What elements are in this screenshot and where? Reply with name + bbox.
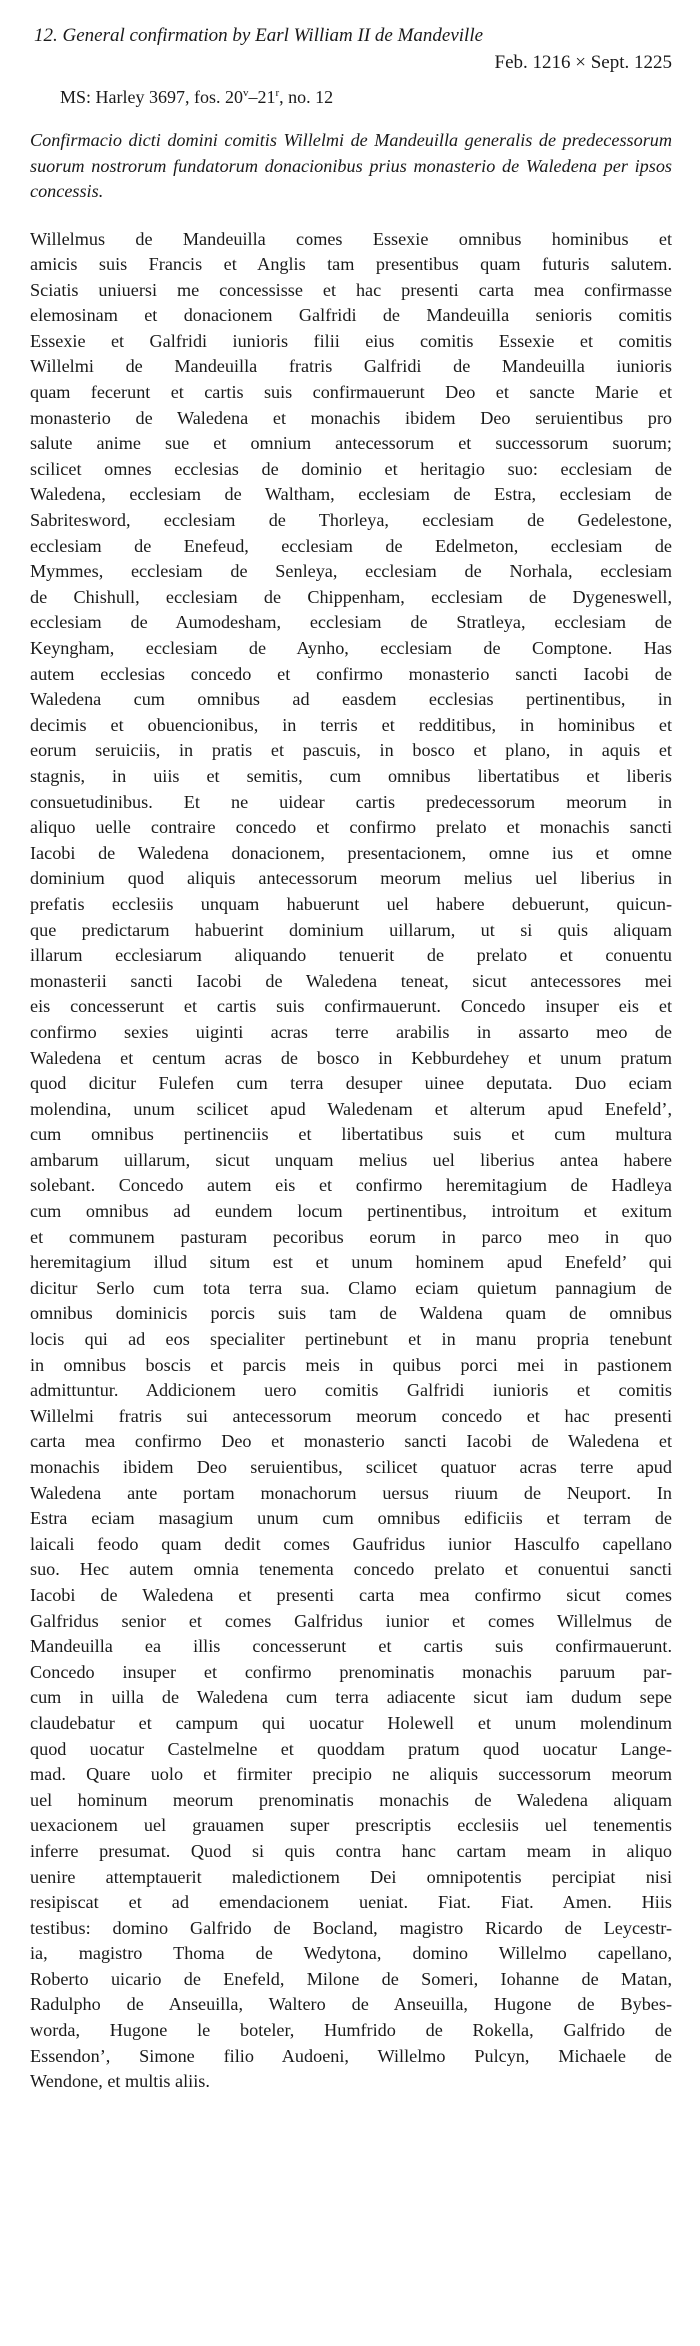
charter-title: General confirmation by Earl William II de Mandeville: [62, 25, 484, 46]
charter-text-line: claudebatur et campum qui uocatur Holewell et unum molendinum: [30, 1712, 672, 1733]
charter-text-line: uenire attemptauerit maledictionem Dei omnipotentis percipiat nisi: [30, 1866, 672, 1887]
charter-date: Feb. 1216 × Sept. 1225: [494, 52, 672, 73]
charter-text-line: Wendone, et multis aliis.: [30, 2071, 210, 2092]
charter-text-line: Roberto uicario de Enefeld, Milone de Someri, Iohanne de Matan,: [30, 1968, 672, 1989]
charter-text-line: cum omnibus pertinenciis et libertatibus suis et cum multura: [30, 1124, 672, 1145]
charter-text-line: Essexie et Galfridi iunioris filii eius comitis Essexie et comitis: [30, 330, 672, 351]
charter-text-line: Willelmi de Mandeuilla fratris Galfridi de Mandeuilla iunioris: [30, 356, 672, 377]
charter-text-line: Galfridus senior et comes Galfridus iunior et comes Willelmus de: [30, 1610, 672, 1631]
charter-text-line: Radulpho de Anseuilla, Waltero de Anseuilla, Hugone de Bybes-: [30, 1994, 672, 2015]
charter-text-line: Waledena, ecclesiam de Waltham, ecclesiam de Estra, ecclesiam de: [30, 484, 672, 505]
charter-text-line: in omnibus boscis et parcis meis in quibus porci mei in pastionem: [30, 1354, 672, 1375]
charter-text-line: monachis ibidem Deo seruientibus, scilicet quatuor acras terre apud: [30, 1457, 672, 1477]
ms-verso: v: [243, 87, 249, 99]
charter-text-line: Mandeuilla ea illis concesserunt et cartis suis confirmauerunt.: [30, 1636, 672, 1657]
charter-text-line: que predictarum habuerint dominium uillarum, ut si quis aliquam: [30, 919, 672, 940]
charter-body: [30, 227, 672, 2095]
charter-text-line: laicali feodo quam dedit comes Gaufridus iunior Hasculfo capellano: [30, 1533, 672, 1554]
charter-text-line: admittuntur. Addicionem uero comitis Galfridi iunioris et comitis: [30, 1380, 672, 1401]
charter-text-line: aliquo uelle contraire concedo et confirmo prelato et monachis sancti: [30, 817, 672, 838]
charter-text-line: eis concesserunt et cartis suis confirmauerunt. Concedo insuper eis et: [30, 996, 672, 1017]
charter-text-line: uexacionem uel grauamen super prescriptis ecclesiis uel tenementis: [30, 1815, 672, 1836]
charter-text-line: uel hominum meorum prenominatis monachis de Waledena aliquam: [30, 1789, 672, 1810]
charter-page: [30, 22, 672, 2095]
charter-text-line: Essendon’, Simone filio Audoeni, Willelmo Pulcyn, Michaele de: [30, 2045, 672, 2066]
ms-prefix: MS: Harley 3697, fos. 20: [60, 87, 243, 107]
manuscript-reference: [60, 84, 672, 110]
ms-mid: –21: [248, 87, 276, 107]
charter-text-line: consuetudinibus. Et ne uidear cartis predecessorum meorum in: [30, 791, 672, 812]
charter-text-line: locis qui ad eos specialiter pertinebunt et in manu propria tenebunt: [30, 1329, 672, 1350]
charter-text-line: elemosinam et donacionem Galfridi de Mandeuilla senioris comitis: [30, 305, 672, 326]
charter-text-line: illarum ecclesiarum aliquando tenuerit de prelato et conuentu: [30, 945, 672, 966]
charter-text-line: Mymmes, ecclesiam de Senleya, ecclesiam de Norhala, ecclesiam: [30, 561, 672, 582]
charter-text-line: amicis suis Francis et Anglis tam presentibus quam futuris salutem.: [30, 254, 672, 275]
charter-text-line: Waledena ante portam monachorum uersus riuum de Neuport. In: [30, 1482, 672, 1503]
charter-text-line: testibus: domino Galfrido de Bocland, magistro Ricardo de Leycestr-: [30, 1917, 672, 1938]
charter-text-line: Keyngham, ecclesiam de Aynho, ecclesiam de Comptone. Has: [30, 638, 672, 658]
charter-text-line: Sciatis uniuersi me concessisse et hac presenti carta mea confirmasse: [30, 279, 672, 300]
charter-text-line: suo. Hec autem omnia tenementa concedo prelato et conuentui sancti: [30, 1559, 672, 1580]
charter-text-line: monasterii sancti Iacobi de Waledena teneat, sicut antecessores mei: [30, 970, 672, 991]
charter-text-line: et communem pasturam pecoribus eorum in parco meo in quo: [30, 1226, 672, 1247]
charter-text-line: Sabritesword, ecclesiam de Thorleya, ecclesiam de Gedelestone,: [30, 510, 672, 531]
charter-text-line: quam fecerunt et cartis suis confirmauerunt Deo et sancte Marie et: [30, 382, 672, 403]
charter-text-line: carta mea confirmo Deo et monasterio sancti Iacobi de Waledena et: [30, 1431, 672, 1452]
charter-text-line: Iacobi de Waledena donacionem, presentacionem, omne ius et omne: [30, 842, 672, 863]
charter-heading: [30, 22, 672, 49]
charter-text-line: Estra eciam masagium unum cum omnibus edificiis et terram de: [30, 1508, 672, 1529]
charter-text-line: ia, magistro Thoma de Wedytona, domino Willelmo capellano,: [30, 1943, 672, 1964]
charter-text-line: dicitur Serlo cum tota terra sua. Clamo eciam quietum pannagium de: [30, 1277, 672, 1298]
charter-number: 12.: [34, 25, 58, 46]
charter-text-line: cum omnibus ad eundem locum pertinentibus, introitum et exitum: [30, 1201, 672, 1222]
charter-text-line: eorum seruiciis, in pratis et pascuis, in bosco et plano, in aquis et: [30, 740, 672, 761]
charter-text-line: quod dicitur Fulefen cum terra desuper uinee deputata. Duo eciam: [30, 1073, 672, 1094]
charter-rubric: Confirmacio dicti domini comitis Willelmi de Mandeuilla generalis de predecessorum suorum nostrorum fundatorum donacionibus prius monasterio de Waledena per ipsos concessis.: [30, 130, 672, 201]
charter-text-line: autem ecclesias concedo et confirmo monasterio sancti Iacobi de: [30, 663, 672, 684]
charter-text-line: confirmo sexies uiginti acras terre arabilis in assarto meo de: [30, 1021, 672, 1042]
charter-text-line: mad. Quare uolo et firmiter precipio ne aliquis successorum meorum: [30, 1764, 672, 1785]
charter-text-line: Willelmus de Mandeuilla comes Essexie omnibus hominibus et: [30, 228, 672, 249]
charter-text-line: scilicet omnes ecclesias de dominio et heritagio suo: ecclesiam de: [30, 458, 672, 479]
charter-text-line: prefatis ecclesiis unquam habuerunt uel habere debuerunt, quicun-: [30, 893, 672, 914]
charter-text-line: Iacobi de Waledena et presenti carta mea confirmo sicut comes: [30, 1584, 672, 1605]
ms-recto: r: [275, 87, 280, 99]
charter-text-line: de Chishull, ecclesiam de Chippenham, ecclesiam de Dygeneswell,: [30, 586, 672, 607]
charter-text-line: Concedo insuper et confirmo prenominatis monachis paruum par-: [30, 1661, 672, 1682]
charter-text-line: cum in uilla de Waledena cum terra adiacente sicut iam dudum sepe: [30, 1687, 672, 1708]
charter-text-line: monasterio de Waledena et monachis ibidem Deo seruientibus pro: [30, 407, 672, 428]
charter-text-line: resipiscat et ad emendacionem ueniat. Fiat. Fiat. Amen. Hiis: [30, 1892, 672, 1913]
charter-text-line: inferre presumat. Quod si quis contra hanc cartam meam in aliquo: [30, 1840, 672, 1861]
charter-text-line: omnibus dominicis porcis suis tam de Waldena quam de omnibus: [30, 1303, 672, 1324]
charter-text-line: ambarum uillarum, sicut unquam melius uel liberius antea habere: [30, 1149, 672, 1170]
charter-text-line: solebant. Concedo autem eis et confirmo heremitagium de Hadleya: [30, 1175, 672, 1196]
charter-text-line: worda, Hugone le boteler, Humfrido de Rokella, Galfrido de: [30, 2020, 672, 2041]
charter-text-line: heremitagium illud situm est et unum hominem apud Enefeld’ qui: [30, 1252, 672, 1273]
charter-text-line: quod uocatur Castelmelne et quoddam pratum quod uocatur Lange-: [30, 1738, 672, 1759]
charter-text-line: molendina, unum scilicet apud Waledenam et alterum apud Enefeld’,: [30, 1098, 672, 1119]
charter-text-line: Waledena cum omnibus ad easdem ecclesias pertinentibus, in: [30, 689, 672, 710]
charter-text-line: ecclesiam de Enefeud, ecclesiam de Edelmeton, ecclesiam de: [30, 535, 672, 556]
ms-suffix: , no. 12: [279, 87, 334, 107]
charter-text-line: dominium quod aliquis antecessorum meorum melius uel liberius in: [30, 868, 672, 889]
charter-text-line: decimis et obuencionibus, in terris et redditibus, in hominibus et: [30, 714, 672, 735]
charter-text-line: stagnis, in uiis et semitis, cum omnibus libertatibus et liberis: [30, 765, 672, 786]
charter-text-line: salute anime sue et omnium antecessorum et successorum suorum;: [30, 433, 672, 454]
charter-text-line: Willelmi fratris sui antecessorum meorum concedo et hac presenti: [30, 1405, 672, 1426]
charter-text-line: Waledena et centum acras de bosco in Kebburdehey et unum pratum: [30, 1047, 672, 1068]
charter-text-line: ecclesiam de Aumodesham, ecclesiam de Stratleya, ecclesiam de: [30, 612, 672, 633]
